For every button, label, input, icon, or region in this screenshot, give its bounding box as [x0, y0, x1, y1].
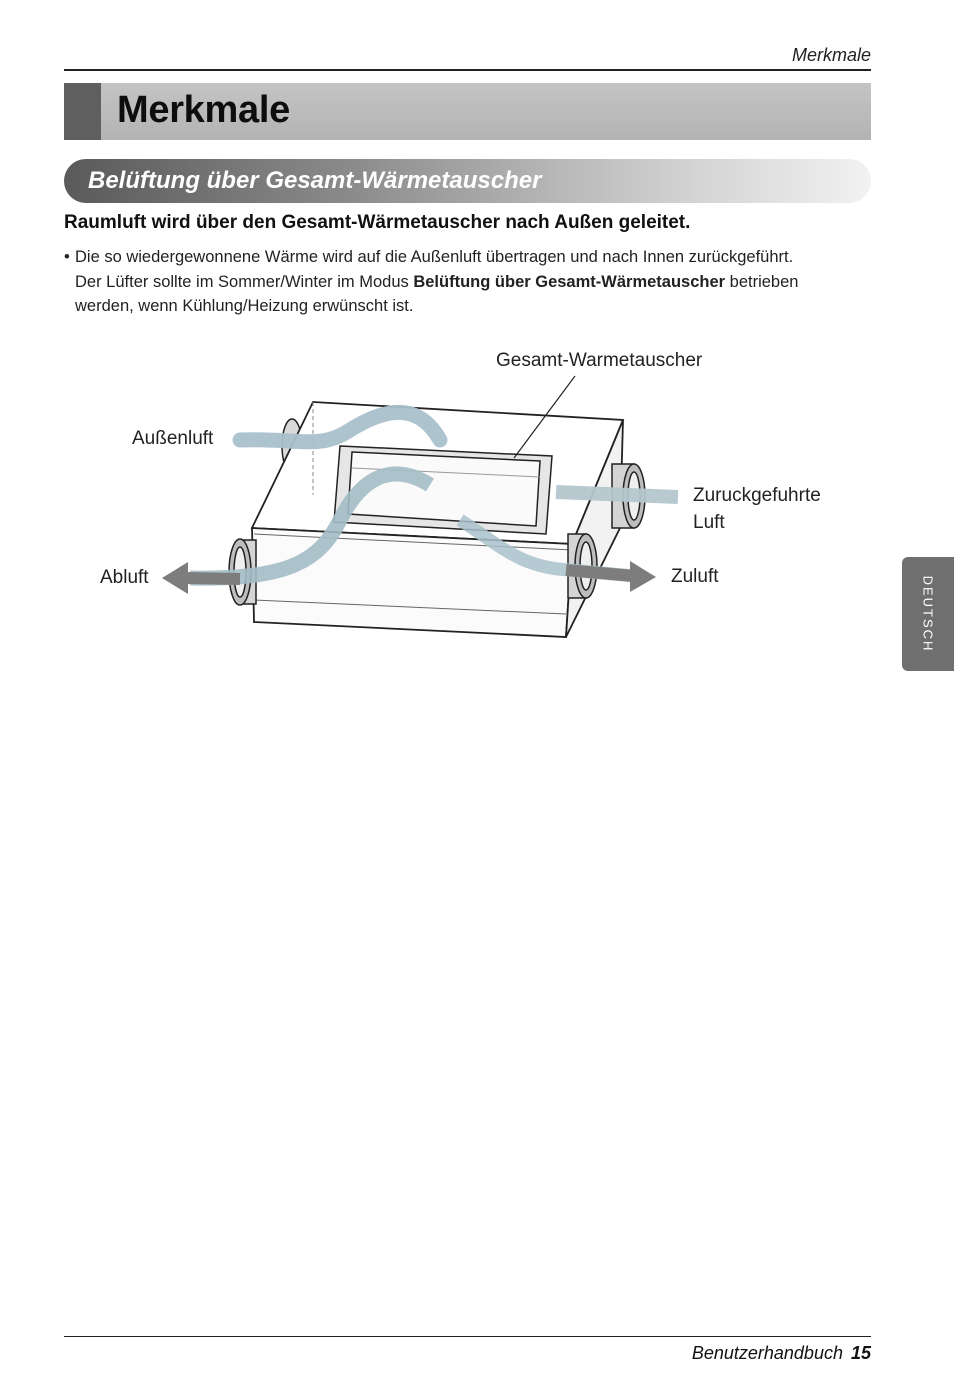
title-bar-tab: [64, 83, 101, 140]
language-tab: [902, 557, 954, 671]
chapter-title-bar: [64, 83, 871, 140]
label-supply-air: Zuluft: [671, 566, 719, 587]
label-outdoor-air: Außenluft: [132, 428, 214, 449]
return-air-flow: [556, 492, 678, 497]
chapter-title: Merkmale: [117, 89, 290, 131]
lead-sentence: Raumluft wird über den Gesamt-Wärmetauscher nach Außen geleitet.: [64, 212, 691, 233]
label-return-air-line2: Luft: [693, 512, 725, 533]
housing-front: [252, 528, 572, 637]
bullet-line-2-start: Der Lüfter sollte im Sommer/Winter im Modus: [75, 272, 414, 291]
footer-rule: [64, 1336, 871, 1337]
label-return-air-line1: Zuruckgefuhrte: [693, 485, 821, 506]
bullet-line-1: Die so wiedergewonnene Wärme wird auf die Außenluft übertragen und nach Innen zurückgeführt.: [75, 248, 794, 266]
section-heading-bar: [64, 159, 871, 203]
section-heading: Belüftung über Gesamt-Wärmetauscher: [88, 167, 542, 194]
label-exhaust-air: Abluft: [100, 567, 149, 588]
page-footer: [692, 1343, 871, 1364]
mode-name-bold: Belüftung über Gesamt-Wärmetauscher: [413, 272, 726, 291]
manual-name: Benutzerhandbuch: [691, 1343, 843, 1363]
exhaust-arrowhead: [162, 562, 188, 594]
bullet-line-3: werden, wenn Kühlung/Heizung erwünscht ist.: [75, 297, 414, 315]
bullet-line-2: [64, 270, 844, 295]
label-heat-exchanger: Gesamt-Warmetauscher: [496, 350, 703, 371]
bullet-line-2-end: betrieben: [725, 272, 799, 291]
language-tab-label: DEUTSCH: [920, 575, 936, 653]
bullet-paragraph: [64, 245, 844, 319]
page-number: 15: [850, 1343, 871, 1363]
bullet-marker: •: [64, 248, 70, 266]
header-rule: [64, 69, 871, 71]
running-header: Merkmale: [791, 45, 871, 65]
ventilation-diagram: [0, 330, 954, 670]
